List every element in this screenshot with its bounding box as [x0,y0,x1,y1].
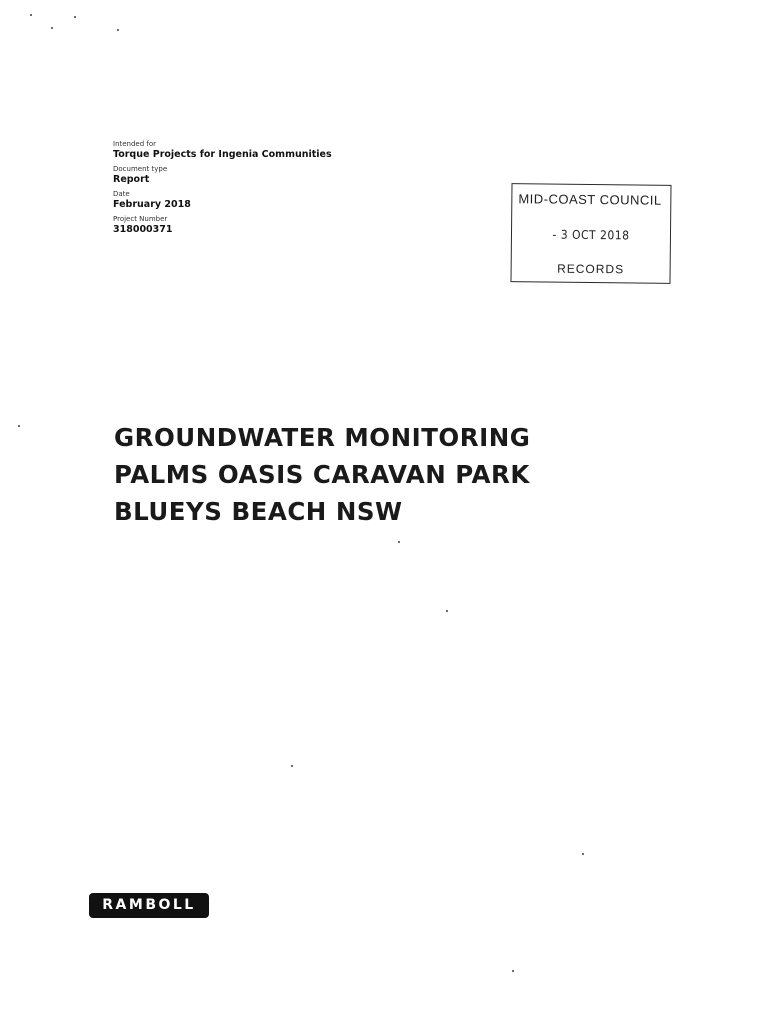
intended-for-value: Torque Projects for Ingenia Communities [113,149,332,160]
scan-speck [446,610,448,612]
scan-speck [512,970,514,972]
title-line-2: PALMS OASIS CARAVAN PARK [114,460,530,489]
document-type-value: Report [113,174,150,185]
scan-speck [30,14,32,16]
scan-speck [398,541,400,543]
stamp-records: RECORDS [557,261,625,277]
scan-speck [117,29,119,31]
scan-speck [51,27,53,29]
scan-speck [18,425,20,427]
stamp-council-name: MID-COAST COUNCIL [518,191,662,208]
document-type-label: Document type [113,165,168,173]
scan-speck [74,16,76,18]
project-number-value: 318000371 [113,224,173,235]
date-value: February 2018 [113,199,191,210]
scan-speck [291,765,293,767]
date-group [113,190,453,211]
ramboll-logo: RAMBOLL [89,893,209,918]
report-title [114,419,674,530]
date-label: Date [113,190,130,198]
title-line-3: BLUEYS BEACH NSW [114,497,403,526]
project-number-group [113,215,453,236]
scan-speck [582,853,584,855]
document-metadata [113,140,453,240]
intended-for-label: Intended for [113,140,157,148]
stamp-date: - 3 OCT 2018 [552,227,630,243]
received-stamp [510,183,671,284]
document-type-group [113,165,453,186]
intended-for-group [113,140,453,161]
title-line-1: GROUNDWATER MONITORING [114,423,531,452]
project-number-label: Project Number [113,215,168,223]
